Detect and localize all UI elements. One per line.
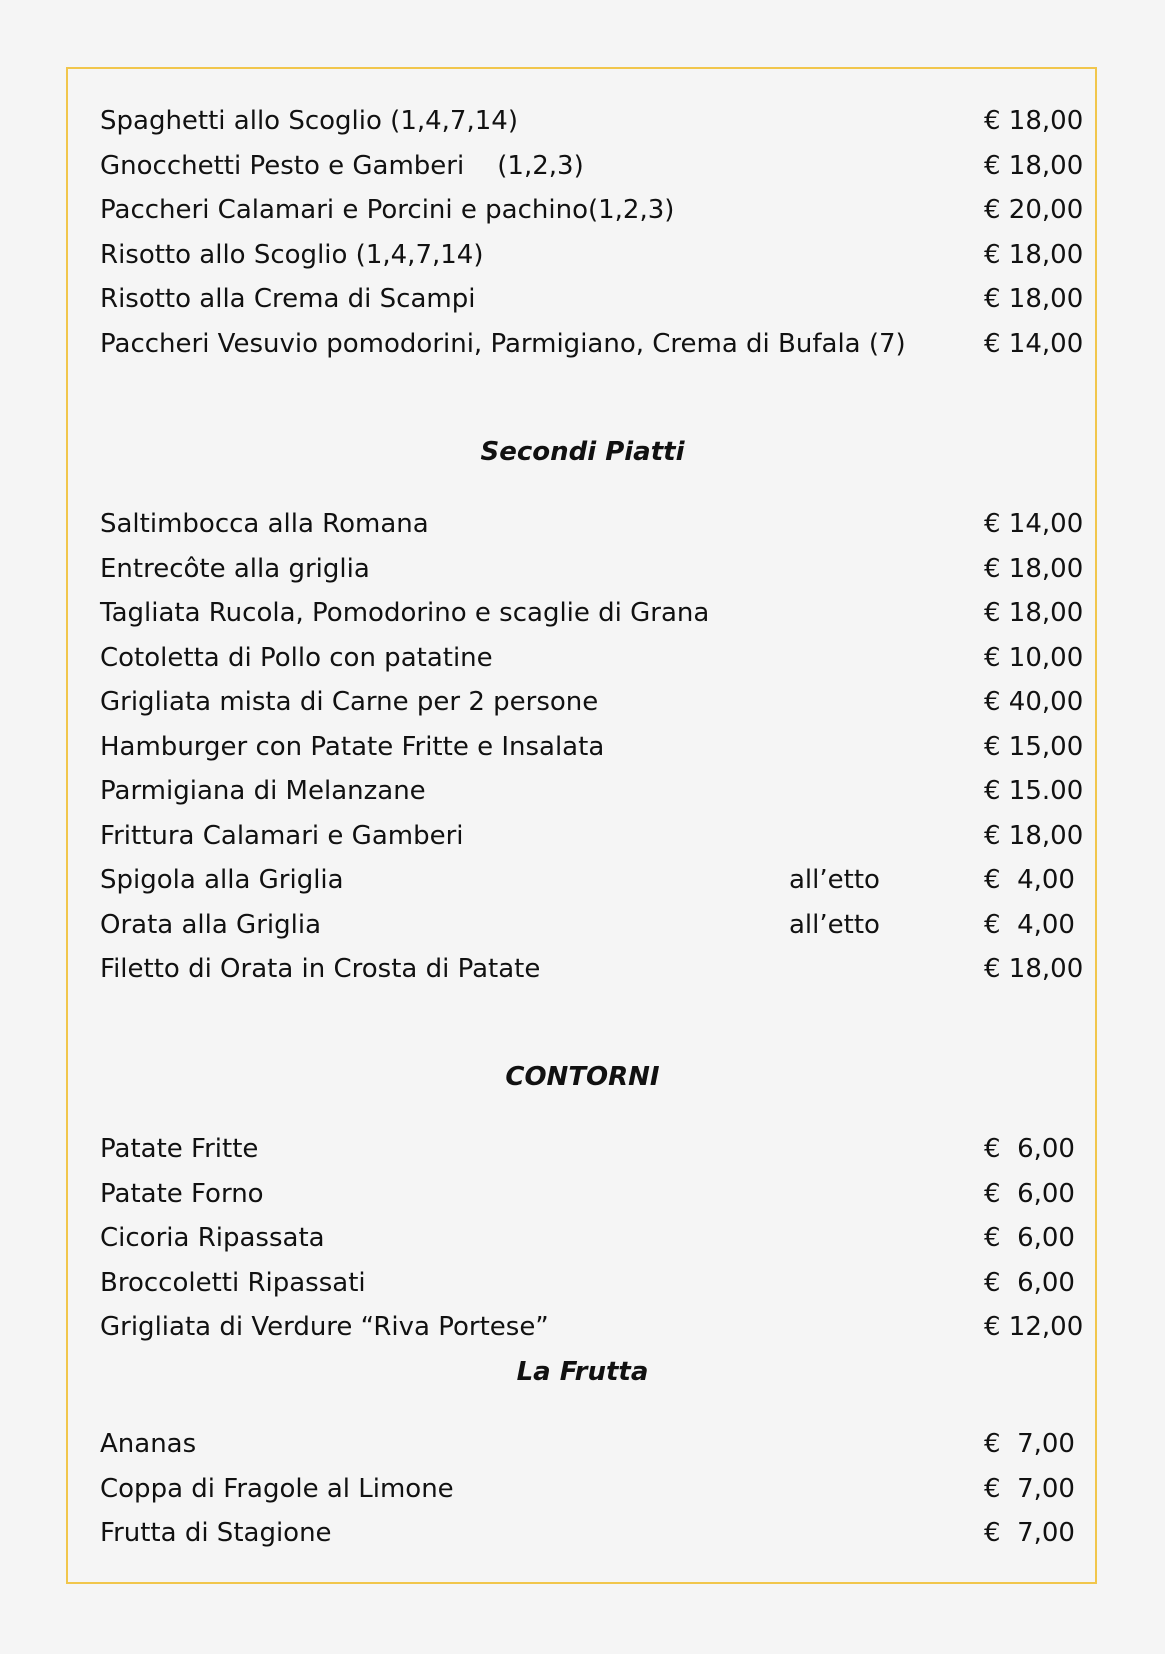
menu-item — [98, 858, 1083, 903]
item-name: Grigliata di Verdure “Riva Portese” — [100, 1312, 549, 1342]
item-name: Spaghetti allo Scoglio (1,4,7,14) — [100, 106, 518, 136]
menu-item — [98, 947, 1083, 992]
item-name: Parmigiana di Melanzane — [100, 776, 426, 806]
item-price: € 4,00 — [984, 865, 1075, 895]
item-name: Grigliata mista di Carne per 2 persone — [100, 687, 599, 717]
section-heading-contorni: CONTORNI — [505, 1062, 660, 1092]
menu-item — [98, 636, 1083, 681]
menu-item — [98, 502, 1083, 547]
item-name: Filetto di Orata in Crosta di Patate — [100, 954, 541, 984]
item-price: € 40,00 — [984, 687, 1084, 717]
item-price: € 18,00 — [984, 954, 1084, 984]
item-name: Patate Forno — [100, 1178, 264, 1209]
item-name: Saltimbocca alla Romana — [100, 509, 429, 539]
item-name: Risotto alla Crema di Scampi — [100, 284, 476, 314]
item-price: € 14,00 — [984, 328, 1084, 359]
menu-item — [98, 1127, 1083, 1172]
section-frutta — [98, 1422, 1083, 1556]
menu-item — [98, 903, 1083, 948]
menu-item — [98, 1511, 1083, 1556]
item-price: € 6,00 — [984, 1134, 1075, 1164]
menu-item — [98, 591, 1083, 636]
menu-item — [98, 1422, 1083, 1467]
item-price: € 4,00 — [984, 909, 1075, 940]
menu-item — [98, 1216, 1083, 1261]
item-price: € 6,00 — [984, 1178, 1075, 1209]
item-name: Tagliata Rucola, Pomodorino e scaglie di Grana — [100, 598, 710, 628]
section-primi — [98, 99, 1083, 366]
item-name: Patate Fritte — [100, 1134, 259, 1164]
item-name: Broccoletti Ripassati — [100, 1267, 366, 1298]
item-name: Paccheri Calamari e Porcini e pachino(1,2,3) — [100, 195, 675, 225]
item-name: Spigola alla Griglia — [100, 865, 344, 895]
menu-item — [98, 1467, 1083, 1512]
item-price: € 18,00 — [984, 553, 1084, 584]
item-name: Gnocchetti Pesto e Gamberi (1,2,3) — [100, 150, 584, 181]
item-name: Paccheri Vesuvio pomodorini, Parmigiano, Crema di Bufala (7) — [100, 328, 906, 359]
item-name: Frutta di Stagione — [100, 1518, 332, 1548]
item-name: Cicoria Ripassata — [100, 1223, 325, 1253]
menu-item — [98, 99, 1083, 144]
item-name: Risotto allo Scoglio (1,4,7,14) — [100, 239, 484, 270]
item-price: € 6,00 — [984, 1223, 1075, 1253]
item-price: € 20,00 — [984, 195, 1084, 225]
item-price: € 18,00 — [984, 150, 1084, 181]
item-price: € 7,00 — [984, 1429, 1075, 1459]
menu-item — [98, 1172, 1083, 1217]
menu-item — [98, 188, 1083, 233]
item-name: Entrecôte alla griglia — [100, 553, 370, 584]
section-secondi — [98, 502, 1083, 992]
item-price: € 14,00 — [984, 509, 1084, 539]
item-price: € 18,00 — [984, 820, 1084, 851]
item-price: € 18,00 — [984, 598, 1084, 628]
item-price: € 15,00 — [984, 731, 1084, 762]
item-unit: all’etto — [789, 909, 880, 940]
item-price: € 7,00 — [984, 1518, 1075, 1548]
menu-item — [98, 680, 1083, 725]
menu-item — [98, 322, 1083, 367]
item-price: € 15.00 — [984, 776, 1084, 806]
section-heading-secondi: Secondi Piatti — [480, 437, 685, 467]
item-name: Coppa di Fragole al Limone — [100, 1473, 454, 1504]
section-heading-frutta: La Frutta — [516, 1357, 649, 1387]
menu-item — [98, 725, 1083, 770]
item-price: € 18,00 — [984, 106, 1084, 136]
menu-item — [98, 144, 1083, 189]
menu-item — [98, 547, 1083, 592]
item-price: € 10,00 — [984, 642, 1084, 673]
menu-item — [98, 233, 1083, 278]
item-price: € 7,00 — [984, 1473, 1075, 1504]
item-unit: all’etto — [789, 865, 880, 895]
menu-item — [98, 277, 1083, 322]
menu-item — [98, 769, 1083, 814]
menu-item — [98, 1305, 1083, 1350]
item-name: Ananas — [100, 1429, 197, 1459]
item-price: € 18,00 — [984, 239, 1084, 270]
item-name: Hamburger con Patate Fritte e Insalata — [100, 731, 605, 762]
item-price: € 12,00 — [984, 1312, 1084, 1342]
item-price: € 18,00 — [984, 284, 1084, 314]
item-name: Frittura Calamari e Gamberi — [100, 820, 464, 851]
menu-item — [98, 814, 1083, 859]
menu-item — [98, 1261, 1083, 1306]
item-name: Orata alla Griglia — [100, 909, 321, 940]
section-contorni — [98, 1127, 1083, 1350]
item-price: € 6,00 — [984, 1267, 1075, 1298]
item-name: Cotoletta di Pollo con patatine — [100, 642, 493, 673]
